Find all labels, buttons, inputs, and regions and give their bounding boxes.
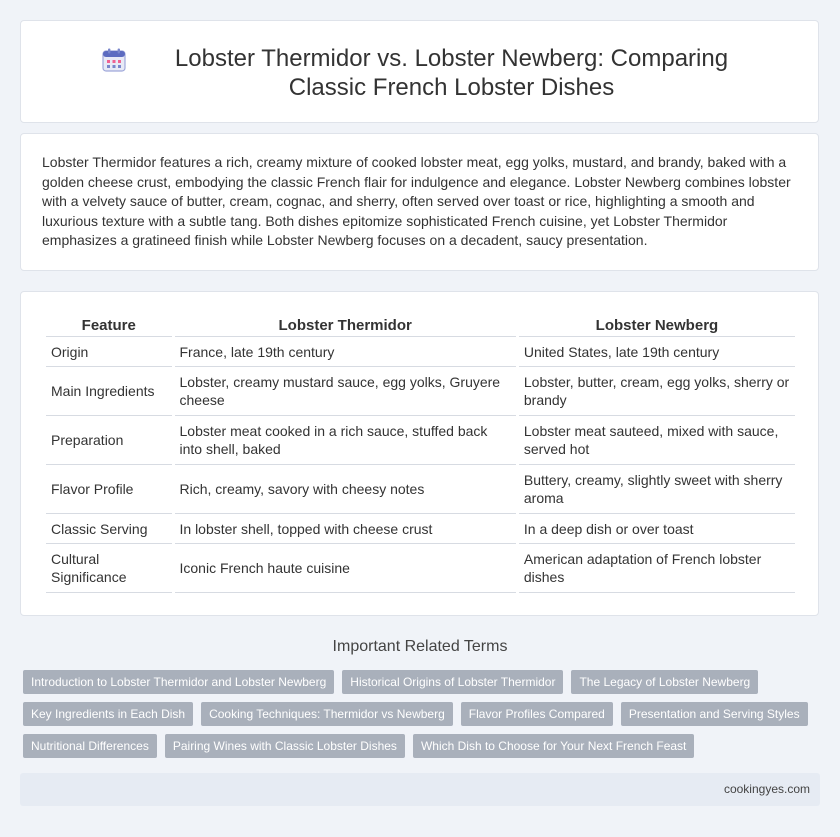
thermidor-cell: Lobster, creamy mustard sauce, egg yolks, Gruyere cheese — [175, 367, 516, 416]
related-term-tag[interactable]: Flavor Profiles Compared — [461, 702, 613, 726]
title-card — [20, 20, 819, 123]
table-row — [46, 337, 795, 367]
table-row — [46, 514, 795, 544]
header-feature: Feature — [46, 314, 172, 337]
feature-cell: Origin — [46, 337, 172, 367]
header-newberg: Lobster Newberg — [519, 314, 795, 337]
table-row — [46, 465, 795, 514]
table-row — [46, 416, 795, 465]
feature-cell: Classic Serving — [46, 514, 172, 544]
header-thermidor: Lobster Thermidor — [175, 314, 516, 337]
comparison-card — [20, 291, 819, 616]
newberg-cell: United States, late 19th century — [519, 337, 795, 367]
related-term-tag[interactable]: Nutritional Differences — [23, 734, 157, 758]
related-term-tag[interactable]: Presentation and Serving Styles — [621, 702, 808, 726]
intro-card — [20, 133, 819, 271]
thermidor-cell: Lobster meat cooked in a rich sauce, stuffed back into shell, baked — [175, 416, 516, 465]
newberg-cell: In a deep dish or over toast — [519, 514, 795, 544]
feature-cell: Preparation — [46, 416, 172, 465]
related-term-tag[interactable]: Key Ingredients in Each Dish — [23, 702, 193, 726]
feature-cell: Cultural Significance — [46, 544, 172, 593]
table-row — [46, 367, 795, 416]
table-row — [46, 544, 795, 593]
related-term-tag[interactable]: The Legacy of Lobster Newberg — [571, 670, 758, 694]
related-term-tag[interactable]: Cooking Techniques: Thermidor vs Newberg — [201, 702, 453, 726]
related-terms-heading: Important Related Terms — [332, 638, 508, 655]
feature-cell: Flavor Profile — [46, 465, 172, 514]
page-title: Lobster Thermidor vs. Lobster Newberg: Comparing Classic French Lobster Dishes — [174, 45, 729, 101]
related-term-tag[interactable]: Historical Origins of Lobster Thermidor — [342, 670, 563, 694]
feature-cell: Main Ingredients — [46, 367, 172, 416]
intro-paragraph: Lobster Thermidor features a rich, creamy mixture of cooked lobster meat, egg yolks, mustard, and brandy, baked with a golden cheese crust, embodying the classic French flair for indulgence and elegance. Lobster Newberg combines lobster with a velvety sauce of butter, cream, cognac, and sherry, often served over toast or rice, highlighting a smooth and luxurious texture with a subtle tang. Both dishes epitomize sophisticated French cuisine, yet Lobster Thermidor emphasizes a gratineed finish while Lobster Newberg focuses on a decadent, saucy presentation. — [42, 154, 791, 248]
newberg-cell: American adaptation of French lobster dishes — [519, 544, 795, 593]
comparison-table — [43, 314, 798, 593]
thermidor-cell: Iconic French haute cuisine — [175, 544, 516, 593]
footer — [20, 773, 820, 806]
site-name[interactable]: cookingyes.com — [723, 782, 810, 796]
thermidor-cell: In lobster shell, topped with cheese crust — [175, 514, 516, 544]
newberg-cell: Lobster, butter, cream, egg yolks, sherry or brandy — [519, 367, 795, 416]
related-term-tag[interactable]: Pairing Wines with Classic Lobster Dishes — [165, 734, 405, 758]
related-term-tag[interactable]: Which Dish to Choose for Your Next French Feast — [413, 734, 694, 758]
related-term-tag[interactable]: Introduction to Lobster Thermidor and Lobster Newberg — [23, 670, 334, 694]
thermidor-cell: France, late 19th century — [175, 337, 516, 367]
thermidor-cell: Rich, creamy, savory with cheesy notes — [175, 465, 516, 514]
newberg-cell: Buttery, creamy, slightly sweet with sherry aroma — [519, 465, 795, 514]
newberg-cell: Lobster meat sauteed, mixed with sauce, served hot — [519, 416, 795, 465]
related-terms-list — [23, 670, 803, 766]
